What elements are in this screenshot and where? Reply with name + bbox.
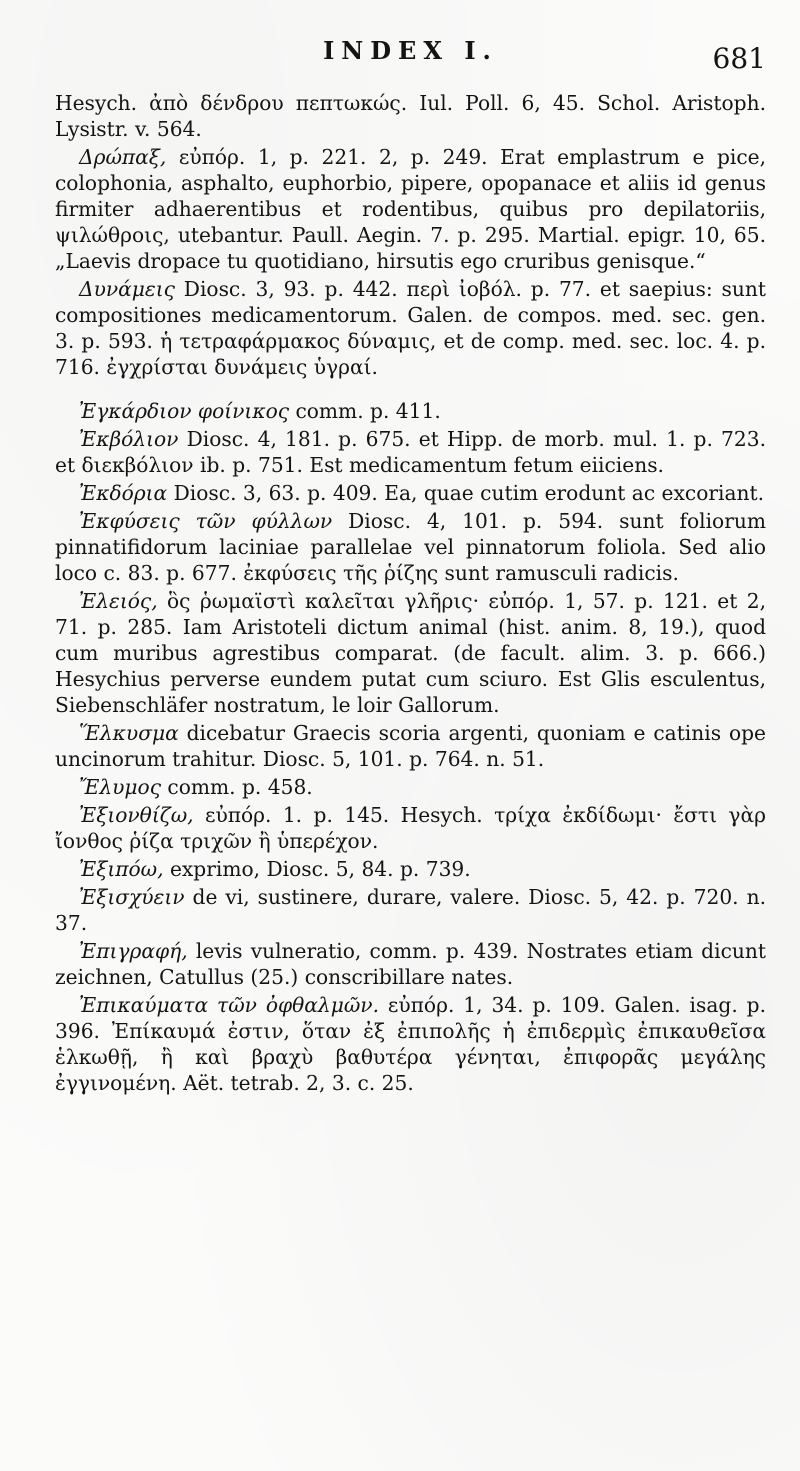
entry-lemma: Ἐκφύσεις τῶν φύλλων — [79, 509, 333, 533]
index-entry — [55, 398, 766, 424]
entry-lemma: Ἕλκυσμα — [79, 721, 179, 745]
index-body — [55, 90, 766, 1096]
entry-text: εὐπόρ. 1. p. 145. Hesych. τρίχα ἐκδίδωμι· ἔστι γὰρ ἴονθος ῥίζα τριχῶν ἢ ὑπερέχον. — [55, 803, 766, 853]
index-entry — [55, 276, 766, 380]
entry-lemma: Ἐπιγραφή, — [79, 939, 188, 963]
entry-text: ὃς ῥωμαϊστὶ καλεῖται γλῆρις· εὐπόρ. 1, 57. p. 121. et 2, 71. p. 285. Iam Aristoteli dictum animal (hist. anim. 8, 19.), quod cum muribus agrestibus comparat. (de facult. alim. 3. p. 666.) Hesychius perverse eundem putat cum sciuro. Est Glis esculentus, Siebenschläfer nostratum, le loir Gallorum. — [55, 589, 766, 717]
entry-text: Diosc. 4, 181. p. 675. et Hipp. de morb. mul. 1. p. 723. et διεκβόλιον ib. p. 751. Est medicamentum fetum eiiciens. — [55, 427, 766, 477]
index-entry — [55, 992, 766, 1096]
entry-lemma: Δυνάμεις — [79, 277, 175, 301]
entry-lemma: Ἐκβόλιον — [79, 427, 179, 451]
entry-text: de vi, sustinere, durare, valere. Diosc. 5, 42. p. 720. n. 37. — [55, 885, 766, 935]
running-header — [55, 28, 766, 90]
entry-text: Diosc. 4, 101. p. 594. sunt foliorum pinnatifidorum laciniae parallelae vel pinnatorum foliola. Sed alio loco c. 83. p. 677. ἐκφύσεις τῆς ῥίζης sunt ramusculi radicis. — [55, 509, 766, 585]
entry-text: comm. p. 458. — [161, 775, 313, 799]
index-entry — [55, 480, 766, 506]
index-entry — [55, 720, 766, 772]
entry-lemma: Ἐλειός, — [79, 589, 158, 613]
index-title: INDEX I. — [323, 36, 498, 65]
index-entry — [55, 426, 766, 478]
entry-text: Hesych. ἀπὸ δένδρου πεπτωκώς. Iul. Poll. 6, 45. Schol. Aristoph. Lysistr. v. 564. — [55, 91, 766, 141]
entry-lemma: Δρώπαξ, — [79, 145, 167, 169]
index-entry — [55, 90, 766, 142]
entry-lemma: Ἐπικαύματα τῶν ὀφθαλμῶν. — [79, 993, 379, 1017]
index-entry — [55, 774, 766, 800]
entry-text: Diosc. 3, 93. p. 442. περὶ ἰοβόλ. p. 77. et saepius: sunt compositiones medicamentorum. Galen. de compos. med. sec. gen. 3. p. 593. ἡ τετραφάρμακος δύναμις, et de comp. med. sec. loc. 4. p. 716. ἐγχρίσται δυνάμεις ὑγραί. — [55, 277, 766, 379]
entry-text: exprimo, Diosc. 5, 84. p. 739. — [163, 857, 471, 881]
index-entry — [55, 884, 766, 936]
entry-lemma: Ἐγκάρδιον φοίνικος — [79, 399, 290, 423]
entry-text: Diosc. 3, 63. p. 409. Ea, quae cutim erodunt ac excoriant. — [167, 481, 765, 505]
index-entry — [55, 802, 766, 854]
entry-lemma: Ἐξισχύειν — [79, 885, 185, 909]
entry-text: comm. p. 411. — [289, 399, 441, 423]
entry-lemma: Ἐξιονθίζω, — [79, 803, 194, 827]
entry-text: εὐπόρ. 1, 34. p. 109. Galen. isag. p. 396. Ἐπίκαυμά ἐστιν, ὅταν ἐξ ἐπιπολῆς ἡ ἐπιδερμὶς ἐπικαυθεῖσα ἑλκωθῇ, ἢ καὶ βραχὺ βαθυτέρα γένηται, ἐπιφορᾶς μεγάλης ἐγγινομένη. Aët. tetrab. 2, 3. c. 25. — [55, 993, 766, 1095]
index-entry — [55, 588, 766, 718]
index-entry — [55, 856, 766, 882]
index-entry — [55, 508, 766, 586]
entry-text: εὐπόρ. 1, p. 221. 2, p. 249. Erat emplastrum e pice, colophonia, asphalto, euphorbio, pipere, opopanace et aliis id genus firmiter adhaerentibus et rodentibus, quibus pro depilatoriis, ψιλώθροις, utebantur. Paull. Aegin. 7. p. 295. Martial. epigr. 10, 65. „Laevis dropace tu quotidiano, hirsutis ego cruribus genisque.“ — [55, 145, 766, 273]
entry-lemma: Ἐκδόρια — [79, 481, 168, 505]
index-entry — [55, 144, 766, 274]
page-number: 681 — [712, 42, 766, 75]
entry-lemma: Ἐξιπόω, — [79, 857, 164, 881]
entry-lemma: Ἔλυμος — [79, 775, 162, 799]
entry-text: levis vulneratio, comm. p. 439. Nostrates etiam dicunt zeichnen, Catullus (25.) conscribillare nates. — [55, 939, 766, 989]
index-entry — [55, 938, 766, 990]
entry-text: dicebatur Graecis scoria argenti, quoniam e catinis ope uncinorum trahitur. Diosc. 5, 101. p. 764. n. 51. — [55, 721, 766, 771]
